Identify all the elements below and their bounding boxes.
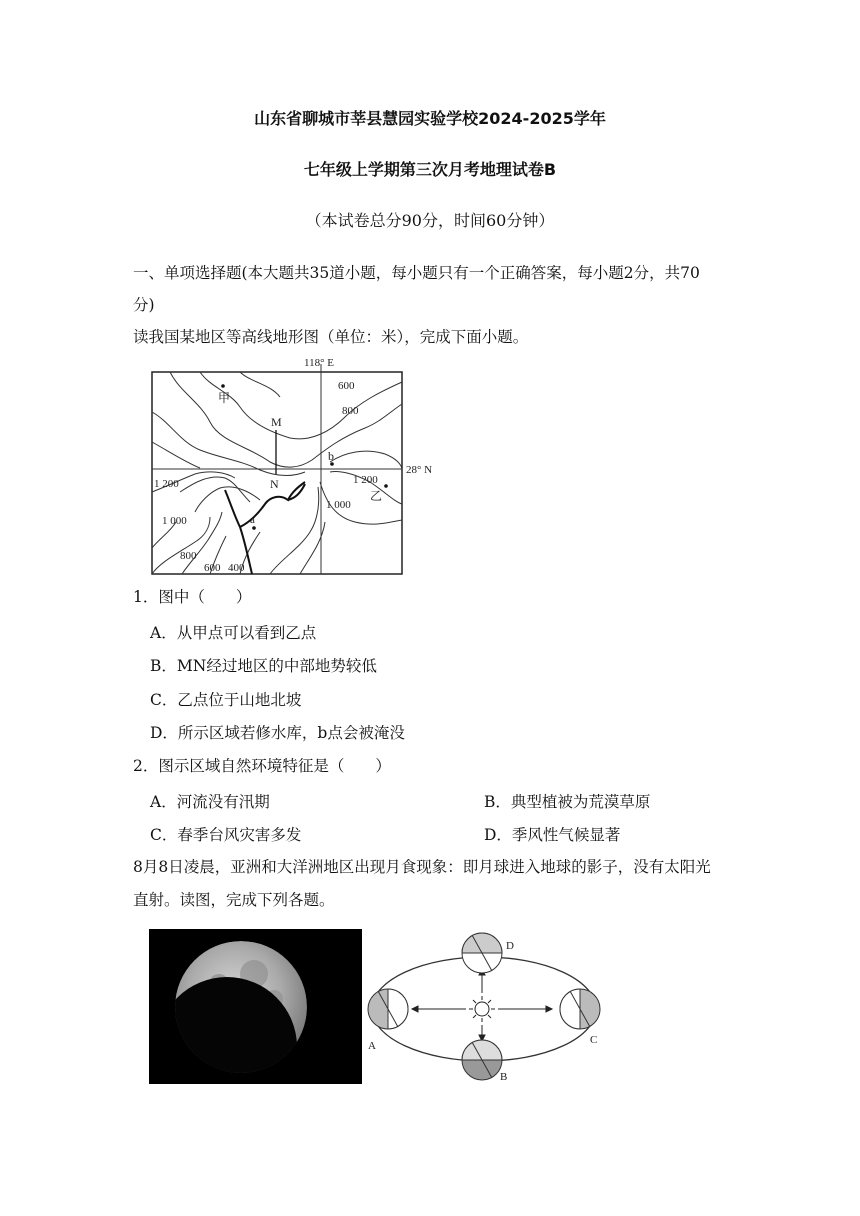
question-2-option-b[interactable]: B．典型植被为荒漠草原 xyxy=(484,793,651,811)
exam-title-line1: 山东省聊城市莘县慧园实验学校2024-2025学年 xyxy=(254,109,606,128)
question-2-option-d[interactable]: D．季风性气候显著 xyxy=(484,826,621,844)
section-heading-line2: 分) xyxy=(133,296,155,314)
question-1-option-d[interactable]: D．所示区域若修水库，b点会被淹没 xyxy=(150,724,405,742)
contour-label: 800 xyxy=(180,550,197,562)
contour-label: 600 xyxy=(204,562,221,574)
point-m-label: M xyxy=(271,415,282,429)
longitude-label: 118° E xyxy=(304,357,334,369)
point-a-label: a xyxy=(250,514,255,526)
intro-text-2-line1: 8月8日凌晨，亚洲和大洋洲地区出现月食现象：即月球进入地球的影子，没有太阳光 xyxy=(133,858,711,876)
exam-subtitle: （本试卷总分90分，时间60分钟） xyxy=(305,211,555,230)
contour-label: 400 xyxy=(228,562,245,574)
question-1-option-a[interactable]: A．从甲点可以看到乙点 xyxy=(150,624,317,642)
contour-map xyxy=(140,352,450,578)
contour-label: 1 000 xyxy=(162,515,187,527)
question-2-stem: 2．图示区域自然环境特征是（ ） xyxy=(133,757,391,775)
contour-label: 1 200 xyxy=(154,478,179,490)
orbit-label-c: C xyxy=(590,1034,598,1046)
contour-label: 1 000 xyxy=(326,499,351,511)
point-n-label: N xyxy=(270,477,279,491)
point-jia-label: 甲 xyxy=(218,391,231,405)
contour-label: 800 xyxy=(342,405,359,417)
orbit-label-b: B xyxy=(500,1071,508,1083)
orbit-label-a: A xyxy=(368,1040,376,1052)
orbit-label-d: D xyxy=(506,940,514,952)
intro-text-2-line2: 直射。读图，完成下列各题。 xyxy=(133,891,335,909)
earth-orbit-diagram xyxy=(362,929,612,1084)
point-yi-label: 乙 xyxy=(370,489,383,503)
contour-label: 600 xyxy=(338,380,355,392)
question-1-option-b[interactable]: B．MN经过地区的中部地势较低 xyxy=(150,657,377,675)
intro-text-1: 读我国某地区等高线地形图（单位：米），完成下面小题。 xyxy=(133,328,529,346)
question-1-option-c[interactable]: C．乙点位于山地北坡 xyxy=(150,691,302,709)
section-heading-line1: 一、单项选择题(本大题共35道小题，每小题只有一个正确答案，每小题2分，共70 xyxy=(133,264,700,282)
latitude-label: 28° N xyxy=(406,464,433,476)
lunar-eclipse-photo xyxy=(149,929,362,1084)
question-2-option-c[interactable]: C．春季台风灾害多发 xyxy=(150,826,302,844)
point-b-label: b xyxy=(328,449,334,463)
question-2-option-a[interactable]: A．河流没有汛期 xyxy=(150,793,270,811)
contour-label: 1 200 xyxy=(353,474,378,486)
exam-title-line2: 七年级上学期第三次月考地理试卷B xyxy=(303,160,557,179)
question-1-stem: 1．图中（ ） xyxy=(133,588,252,606)
